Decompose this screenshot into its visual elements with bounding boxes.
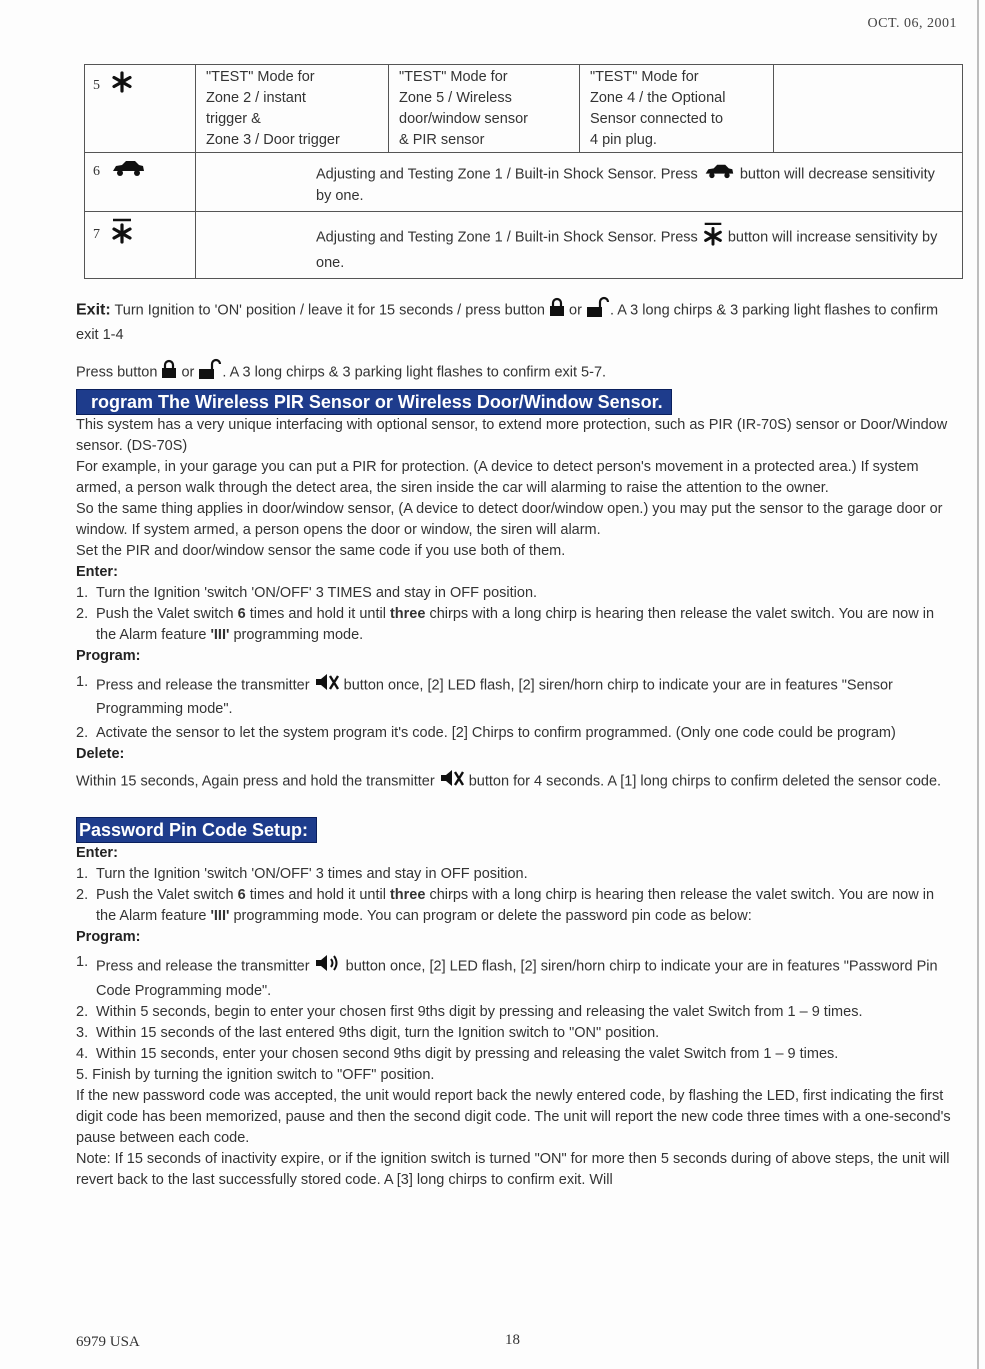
step-text: chirps with a long chirp is hearing then release the valet switch. You are now in the Alarm feature: [96, 887, 935, 924]
lock-icon: [549, 297, 565, 324]
pir-enter-label: Enter:: [76, 564, 118, 580]
step-text: times and hold it until: [245, 606, 390, 622]
password-accepted-text: If the new password code was accepted, the unit would report back the newly entered code, by flashing the LED, first indicating the first digit code has been memorized, pause and then the second digit code. The unit will report the new code three times with a one-second's pause between each code.: [76, 1088, 951, 1146]
step-text: Within 15 seconds of the last entered 9ths digit, turn the Ignition switch to "ON" position.: [96, 1025, 660, 1041]
step-text: Push the Valet switch: [96, 606, 238, 622]
step-emphasis: three: [389, 606, 426, 622]
step-text: Push the Valet switch: [96, 887, 238, 903]
step-number: 5.: [76, 1067, 93, 1083]
mute-speaker-icon: [439, 768, 465, 795]
exit-or: or: [565, 302, 586, 319]
step-text: Finish by turning the ignition switch to "OFF" position.: [92, 1067, 435, 1083]
pir-delete-label: Delete:: [76, 746, 125, 762]
zone-1-decrease-cell: [196, 153, 963, 212]
step-text: Turn the Ignition 'switch 'ON/OFF' 3 TIMES and stay in OFF position.: [96, 585, 538, 601]
delete-text: Within 15 seconds, Again press and hold the transmitter: [76, 773, 439, 790]
password-enter-label: Enter:: [76, 845, 118, 861]
step-emphasis: three: [389, 887, 426, 903]
row-number: 7: [93, 227, 100, 243]
password-section-heading: Password Pin Code Setup:: [76, 817, 317, 843]
step-emphasis: 6: [237, 606, 246, 622]
row-number: 5: [93, 78, 100, 94]
list-item: 1. Press and release the transmitter button once, [2] LED flash, [2] siren/horn chirp to indicate your are in features "Sensor Programming mode".: [76, 674, 893, 717]
zone-1-increase-text-end: button will increase sensitivity by one.: [316, 229, 938, 271]
exit-text: Turn Ignition to 'ON' position / leave it for 15 seconds / press button: [110, 302, 550, 319]
list-item: 3. Within 15 seconds of the last entered 9ths digit, turn the Ignition switch to "ON" position.: [76, 1025, 660, 1041]
zone-2-3-test-cell: "TEST" Mode for Zone 2 / instant trigger & Zone 3 / Door trigger: [196, 65, 389, 153]
zone-1-increase-cell: [196, 212, 963, 279]
unlock-icon: [198, 358, 222, 387]
step-text: Within 15 seconds, enter your chosen second 9ths digit by pressing and releasing the valet Switch from 1 – 9 times.: [96, 1046, 839, 1062]
pir-program-steps: [76, 672, 956, 744]
step-text: Press and release the transmitter: [96, 958, 314, 975]
table-row: [85, 212, 963, 279]
step-emphasis: 'III': [210, 627, 230, 643]
zone-1-increase-text: Adjusting and Testing Zone 1 / Built-in Shock Sensor. Press: [316, 229, 702, 246]
step-text: times and hold it until: [245, 887, 390, 903]
page-number: 18: [505, 1332, 520, 1348]
asterisk-bar-icon: [702, 222, 724, 253]
step-text: programming mode.: [229, 627, 364, 643]
list-item: 4. Within 15 seconds, enter your chosen second 9ths digit by pressing and releasing the valet Switch from 1 – 9 times.: [76, 1046, 839, 1062]
list-item: 2. Push the Valet switch 6 times and hold it until three chirps with a long chirp is hearing then release the valet switch. You are now in the Alarm feature 'III' programming mode.: [76, 606, 935, 643]
step-text: Within 5 seconds, begin to enter your chosen first 9ths digit by pressing and releasing the valet Switch from 1 – 9 times.: [96, 1004, 863, 1020]
password-note: Note: If 15 seconds of inactivity expire, or if the ignition switch is turned "ON" for more then 5 seconds during of above steps, the unit will revert back to the last successfully stored code. A [3] long chirps to confirm exit. Will: [76, 1151, 950, 1188]
unlock-icon: [586, 296, 610, 325]
step-text: programming mode. You can program or delete the password pin code as below:: [229, 908, 752, 924]
table-row: [85, 65, 963, 153]
list-item: 1. Press and release the transmitter button once, [2] LED flash, [2] siren/horn chirp to indicate your are in features "Password Pin Code Programming mode".: [76, 954, 938, 999]
lock-icon: [161, 359, 177, 386]
password-program-steps: [76, 952, 956, 1065]
car-icon: [702, 163, 736, 186]
password-step-5: [76, 1065, 956, 1086]
pir-program-label: Program:: [76, 648, 141, 664]
exit-label: Exit:: [76, 301, 111, 319]
list-item: 1. Turn the Ignition 'switch 'ON/OFF' 3 TIMES and stay in OFF position.: [76, 585, 538, 601]
step-emphasis: 'III': [210, 908, 230, 924]
pir-door-window-text: So the same thing applies in door/window sensor, (A device to detect door/window open.) you may put the sensor to the garage door or window. If system armed, a person opens the door or window, the siren will alarm.: [76, 501, 943, 538]
exit-press-button: [76, 358, 956, 387]
press-or: or: [177, 364, 199, 381]
list-item: 2. Activate the sensor to let the system program it's code. [2] Chirps to confirm programmed. (Only one code could be program): [76, 725, 896, 741]
password-program-label: Program:: [76, 929, 141, 945]
step-text: button once, [2] LED flash, [2] siren/horn chirp to indicate your are in features "Sensor Programming mode".: [96, 677, 893, 717]
main-content: [76, 296, 956, 1191]
mode-table: [84, 64, 963, 279]
exit-instructions: [76, 296, 956, 346]
exit-text-end: . A 3 long chirps & 3 parking light flashes to confirm exit 1-4: [76, 302, 939, 343]
zone-4-test-cell: "TEST" Mode for Zone 4 / the Optional Sensor connected to 4 pin plug.: [580, 65, 774, 153]
step-emphasis: 6: [237, 887, 246, 903]
step-text: Press and release the transmitter: [96, 677, 314, 694]
step-text: chirps with a long chirp is hearing then release the valet switch. You are now in the Alarm feature: [96, 606, 935, 643]
pir-enter-steps: [76, 583, 956, 646]
step-text: Turn the Ignition 'switch 'ON/OFF' 3 times and stay in OFF position.: [96, 866, 528, 882]
row-number-cell: [85, 212, 196, 279]
pir-intro: This system has a very unique interfacing with optional sensor, to extend more protection, such as PIR (IR-70S) sensor or Door/Window sensor. (DS-70S): [76, 417, 948, 454]
press-button-text: Press button: [76, 364, 162, 381]
page-edge-rule: [977, 0, 979, 1369]
password-enter-steps: [76, 864, 956, 927]
pir-section-heading: rogram The Wireless PIR Sensor or Wireless Door/Window Sensor.: [76, 389, 672, 415]
row-number-cell: [85, 65, 196, 153]
asterisk-bar-icon: [111, 218, 133, 251]
pir-example: For example, in your garage you can put a PIR for protection. (A device to detect person's movement in a protected area.) If system armed, a person walk through the detect area, the siren inside the car will alarming to raise the attention to the owner.: [76, 459, 919, 496]
press-button-text-end: . A 3 long chirps & 3 parking light flashes to confirm exit 5-7.: [222, 364, 607, 381]
list-item: 1. Turn the Ignition 'switch 'ON/OFF' 3 times and stay in OFF position.: [76, 866, 528, 882]
row-number: 6: [93, 164, 100, 180]
step-text: Activate the sensor to let the system program it's code. [2] Chirps to confirm programmed. (Only one code could be program): [96, 725, 896, 741]
table-row: [85, 153, 963, 212]
pir-same-code-text: Set the PIR and door/window sensor the same code if you use both of them.: [76, 543, 566, 559]
row-number-cell: [85, 153, 196, 212]
list-item: 2. Within 5 seconds, begin to enter your chosen first 9ths digit by pressing and releasing the valet Switch from 1 – 9 times.: [76, 1004, 863, 1020]
list-item: 2. Push the Valet switch 6 times and hold it until three chirps with a long chirp is hearing then release the valet switch. You are now in the Alarm feature 'III' programming mode. You can program or delete the password pin code as below:: [76, 887, 935, 924]
car-icon: [111, 159, 145, 184]
speaker-icon: [314, 952, 342, 981]
model-footer: 6979 USA: [76, 1334, 140, 1350]
empty-cell: [774, 65, 963, 153]
step-text: button once, [2] LED flash, [2] siren/horn chirp to indicate your are in features "Password Pin Code Programming mode".: [96, 958, 938, 999]
mute-speaker-icon: [314, 672, 340, 699]
delete-text-end: button for 4 seconds. A [1] long chirps to confirm deleted the sensor code.: [464, 773, 942, 790]
document-date: OCT. 06, 2001: [867, 16, 957, 31]
pir-delete-text: [76, 768, 956, 795]
zone-5-test-cell: "TEST" Mode for Zone 5 / Wireless door/window sensor & PIR sensor: [389, 65, 580, 153]
zone-1-decrease-text: Adjusting and Testing Zone 1 / Built-in Shock Sensor. Press: [316, 166, 702, 183]
asterisk-icon: [111, 71, 133, 100]
zone-1-decrease-text-end: button will decrease sensitivity by one.: [316, 166, 935, 204]
